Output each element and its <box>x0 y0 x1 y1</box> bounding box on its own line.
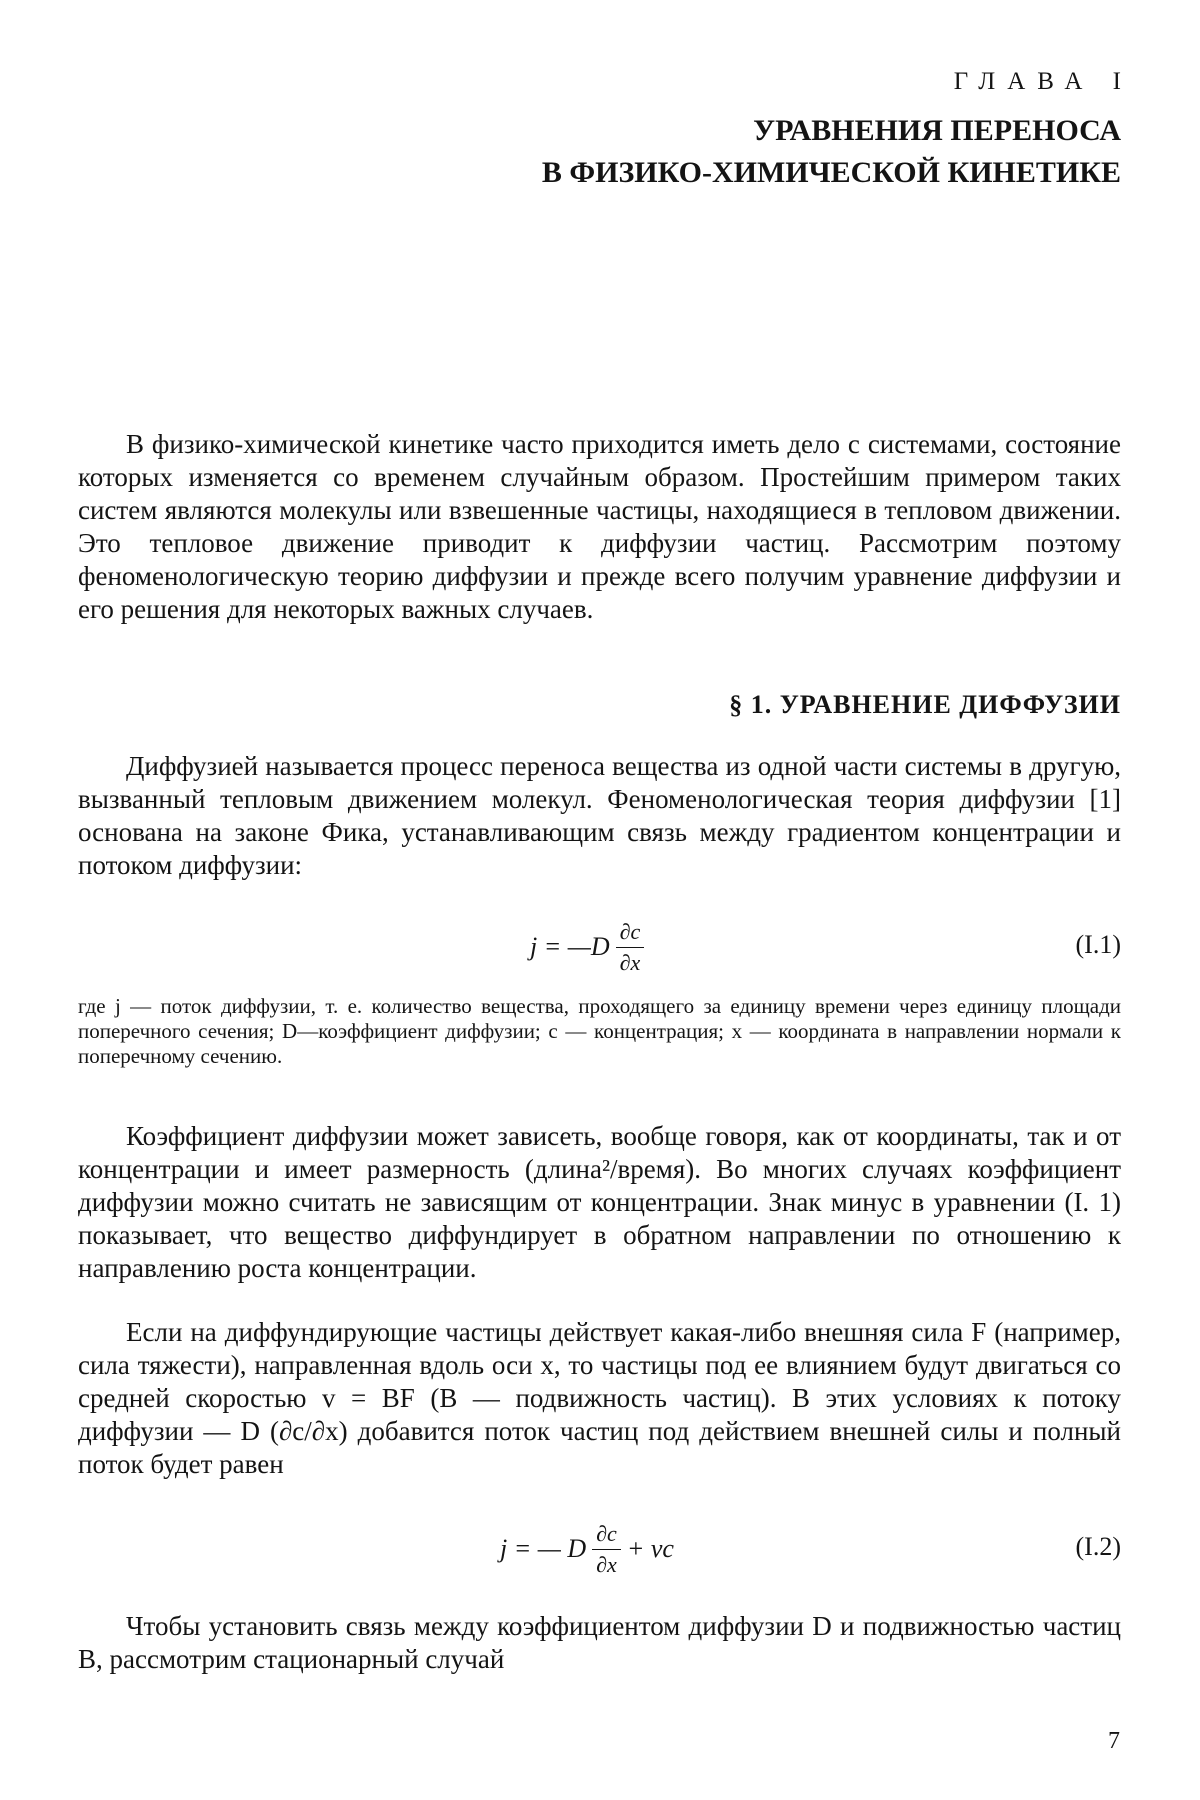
equation-2-denominator: ∂x <box>596 1551 617 1577</box>
equation-1-fraction <box>616 919 645 976</box>
section-heading: § 1. УРАВНЕНИЕ ДИФФУЗИИ <box>729 690 1121 719</box>
chapter-title <box>542 110 1121 194</box>
equation-2-number: (I.2) <box>1075 1532 1121 1561</box>
chapter-title-line-2: В ФИЗИКО-ХИМИЧЕСКОЙ КИНЕТИКЕ <box>541 156 1121 189</box>
equation-1-body <box>530 912 650 982</box>
chapter-title-line-1: УРАВНЕНИЯ ПЕРЕНОСА <box>753 114 1121 147</box>
equation-2-tail: + vc <box>626 1534 674 1563</box>
page-number: 7 <box>1108 1728 1120 1754</box>
equation-1-lhs: j = —D <box>530 932 610 961</box>
equation-1-number: (I.1) <box>1075 930 1121 959</box>
paragraph-mobility: Чтобы установить связь между коэффициентом диффузии D и подвижностью частиц B, рассмотрим стационарный случай <box>78 1611 1121 1674</box>
equation-2 <box>78 1514 1121 1584</box>
equation-2-body <box>500 1514 674 1584</box>
equation-2-fraction <box>592 1521 621 1578</box>
equation-2-lhs: j = — D <box>500 1534 587 1563</box>
paragraph-external-force: Если на диффундирующие частицы действует какая-либо внешняя сила F (например, сила тяжести), направленная вдоль оси x, то частицы под ее влиянием будут двигаться со средней скоростью v = BF (B — подвижность частиц). В этих условиях к потоку диффузии — D (∂c/∂x) добавится поток частиц под действием внешней силы и полный поток будет равен <box>78 1317 1121 1479</box>
intro-paragraph: В физико-химической кинетике часто приходится иметь дело с системами, состояние которых изменяется со временем случайным образом. Простейшим примером таких систем являются молекулы или взвешенные частицы, находящиеся в тепловом движении. Это тепловое движение приводит к диффузии частиц. Рассмотрим поэтому феноменологическую теорию диффузии и прежде всего получим уравнение диффузии и его решения для некоторых важных случаев. <box>78 429 1121 624</box>
chapter-label: ГЛАВА I <box>953 68 1133 95</box>
paragraph-diffusion-definition: Диффузией называется процесс переноса вещества из одной части системы в другую, вызванный тепловым движением молекул. Феноменологическая теория диффузии [1] основана на законе Фика, устанавливающим связь между градиентом концентрации и потоком диффузии: <box>78 751 1121 880</box>
equation-1-denominator: ∂x <box>619 949 641 975</box>
equation-2-numerator: ∂c <box>592 1521 621 1550</box>
equation-1-footnote: где j — поток диффузии, т. е. количество вещества, проходящего за единицу времени через единицу площади поперечного сечения; D—коэффициент диффузии; c — концентрация; x — координата в направлении нормали к поперечному сечению. <box>78 994 1121 1068</box>
equation-1 <box>78 912 1121 982</box>
paragraph-diffusion-coefficient: Коэффициент диффузии может зависеть, вообще говоря, как от координаты, так и от концентрации и имеет размерность (длина²/время). Во многих случаях коэффициент диффузии можно считать не зависящим от концентрации. Знак минус в уравнении (I. 1) показывает, что вещество диффундирует в обратном направлении по отношению к направлению роста концентрации. <box>78 1121 1121 1283</box>
equation-1-numerator: ∂c <box>616 919 645 948</box>
